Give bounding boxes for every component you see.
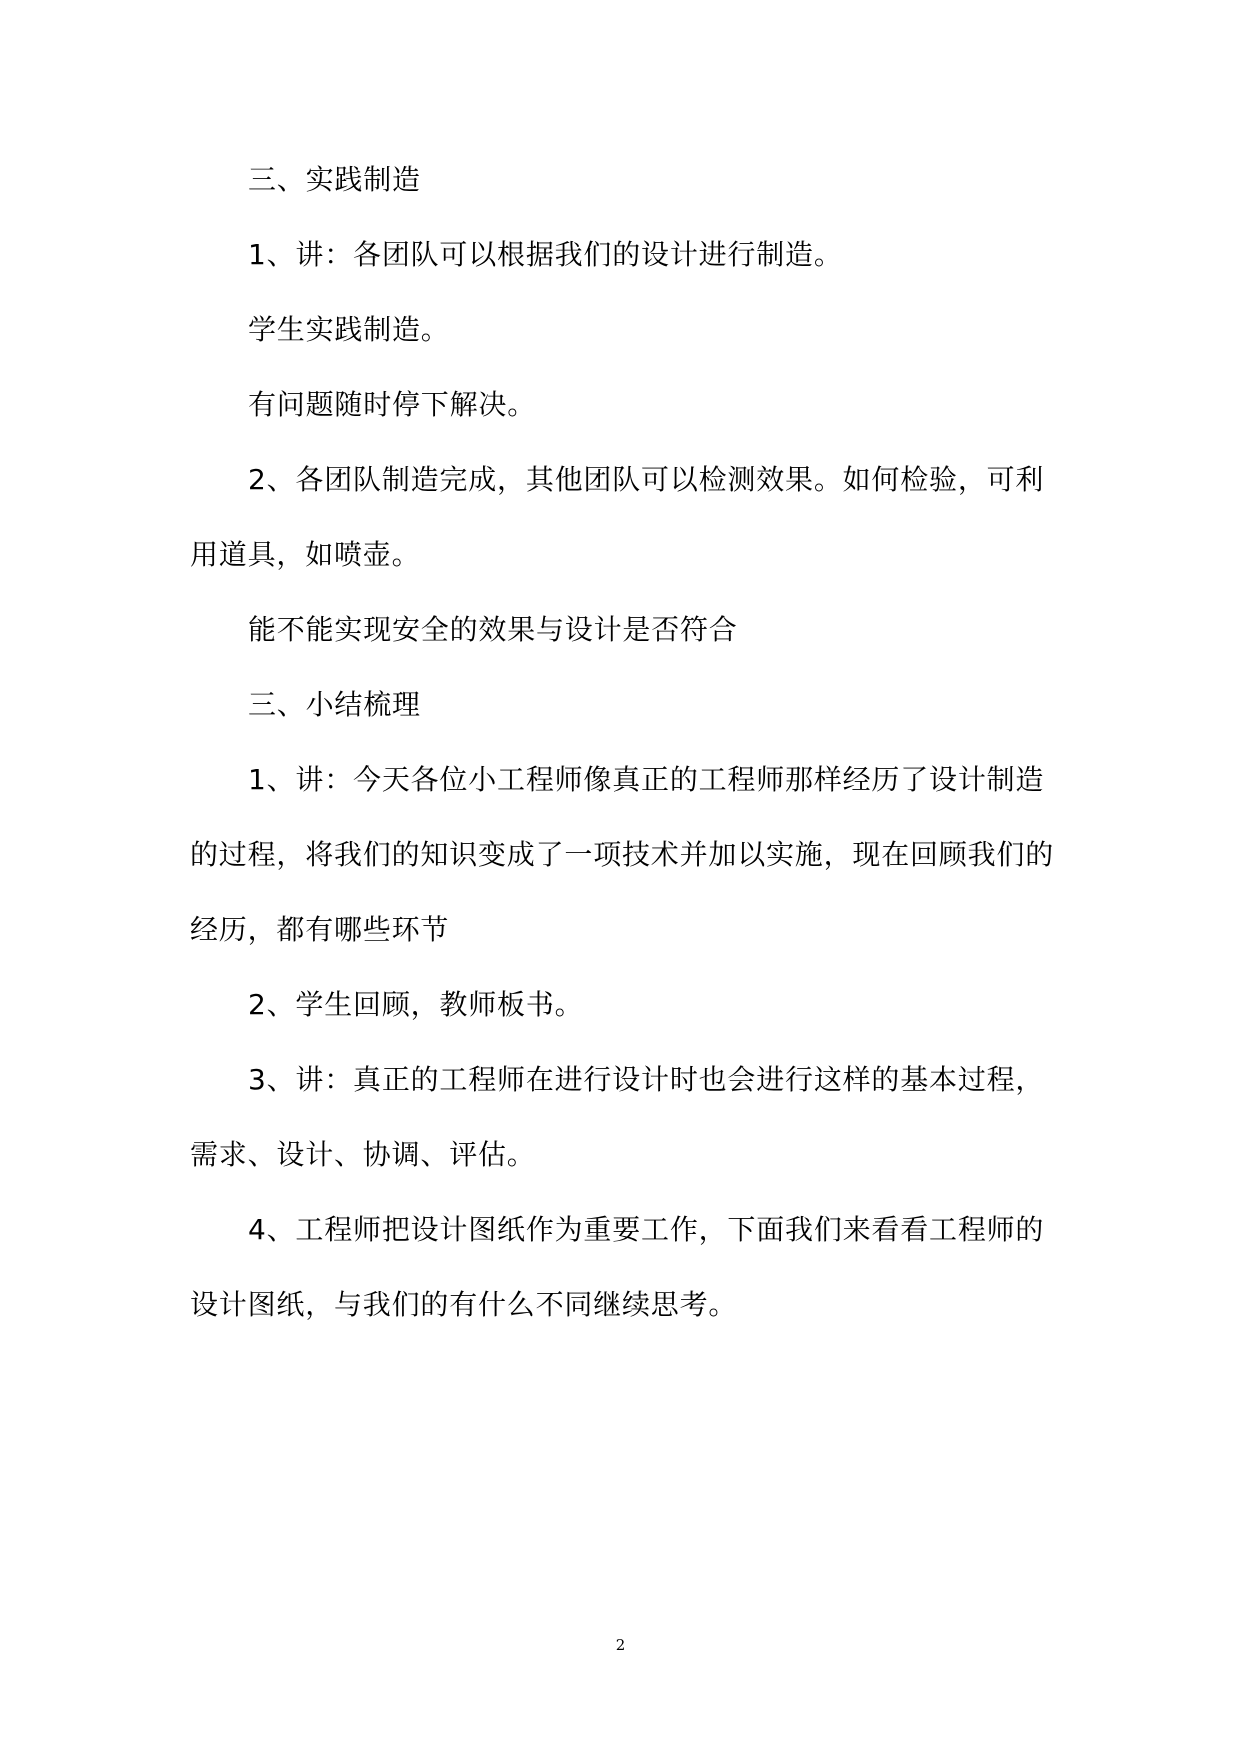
paragraph: 有问题随时停下解决。 <box>248 388 537 421</box>
paragraph: 学生实践制造。 <box>248 313 450 346</box>
document-body <box>190 142 1065 1342</box>
paragraph: 1、讲：各团队可以根据我们的设计进行制造。 <box>248 238 843 271</box>
paragraph: 能不能实现安全的效果与设计是否符合 <box>248 613 738 646</box>
paragraph: 3、讲：真正的工程师在进行设计时也会进行这样的基本过程，需求、设计、协调、评估。 <box>190 1063 1045 1171</box>
section-heading-practice: 三、实践制造 <box>248 163 421 196</box>
paragraph: 2、学生回顾，教师板书。 <box>248 988 584 1021</box>
page-number: 2 <box>615 1636 626 1654</box>
section-heading-summary: 三、小结梳理 <box>248 688 421 721</box>
paragraph: 2、各团队制造完成，其他团队可以检测效果。如何检验，可利用道具，如喷壶。 <box>190 463 1045 571</box>
paragraph: 1、讲：今天各位小工程师像真正的工程师那样经历了设计制造的过程，将我们的知识变成了一项技术并加以实施，现在回顾我们的经历，都有哪些环节 <box>190 763 1055 946</box>
paragraph: 4、工程师把设计图纸作为重要工作，下面我们来看看工程师的设计图纸，与我们的有什么不同继续思考。 <box>190 1213 1045 1321</box>
